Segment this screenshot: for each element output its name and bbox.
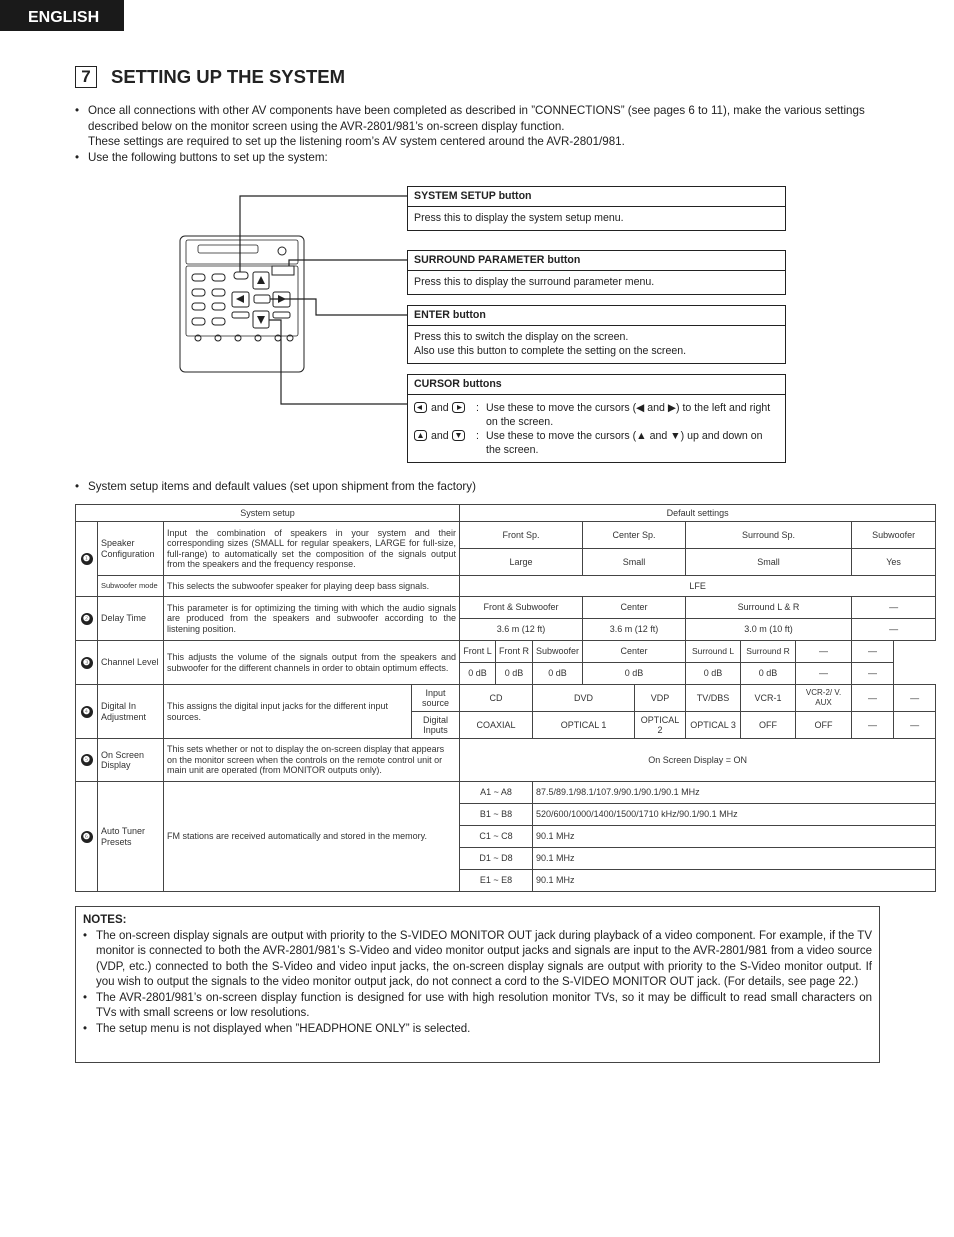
table-row: ❺ On Screen Display This sets whether or not to display the on-screen display that appears on the monitor screen when the controls on the remote control unit or main unit are operated (from MONITOR outputs only). On Screen Display = ON [76, 739, 936, 782]
table-row: Subwoofer mode This selects the subwoofer speaker for playing deep bass signals. LFE [76, 576, 936, 597]
item-number: ❷ [81, 613, 93, 625]
cursor-left-icon [414, 402, 428, 414]
table-row: ❶ Speaker Configuration Input the combination of speakers in your system and their corresponding sizes (SMALL for regular speakers, LARGE for full-size, full-range) to automatically set the composition of the signals output from the speakers and the frequency response. Front Sp. Center Sp. Surround Sp. Subwoofer [76, 522, 936, 549]
table-row: C1 ~ C8 90.1 MHz [76, 826, 936, 848]
table-row: ❸ Channel Level This adjusts the volume of the signals output from the speakers and subwoofer for the different channels in order to obtain optimum effects. Front L Front R Subwoofer Center Surround L Surround R — — [76, 641, 936, 663]
language-tab: ENGLISH [0, 0, 124, 31]
item-number: ❺ [81, 754, 93, 766]
intro-bullet: • Use the following buttons to set up the system: [75, 150, 881, 166]
item-number: ❸ [81, 657, 93, 669]
cursor-up-icon [414, 430, 428, 442]
table-row: ❻ Auto Tuner Presets FM stations are received automatically and stored in the memory. A1 ~ A8 87.5/89.1/98.1/107.9/90.1/90.1/90.1 MHz [76, 782, 936, 804]
table-row: ❹ Digital In Adjustment This assigns the digital input jacks for the different input sources. Input source CD DVD VDP TV/DBS VCR-1 VCR-2/ V. AUX — — [76, 685, 936, 712]
enter-callout: ENTER button Press this to switch the display on the screen. Also use this button to complete the setting on the screen. [407, 305, 786, 364]
item-number: ❹ [81, 706, 93, 718]
note-item: • The AVR-2801/981’s on-screen display function is designed for use with high resolution monitor TVs, so it may be difficult to read small characters on TVs with small screens or low resolutions. [83, 991, 872, 1022]
enter-button-icon [254, 295, 270, 303]
table-header-row: System setup Default settings [76, 505, 936, 522]
surround-parameter-button-icon [272, 266, 294, 275]
table-row: 3.6 m (12 ft) 3.6 m (12 ft) 3.0 m (10 ft) — [76, 619, 936, 641]
intro-bullet: • Once all connections with other AV components have been completed as described in ”CONNECTIONS” (see pages 6 to 11), make the various settings described below on the monitor screen using the AVR-2801/981’s on-screen display function. These settings are required to set up the listening room’s AV system centered around the AVR-2801/981. [75, 103, 881, 150]
system-setup-button-icon [234, 272, 248, 279]
table-row: B1 ~ B8 520/600/1000/1400/1500/1710 kHz/90.1/90.1 MHz [76, 804, 936, 826]
section-number: 7 [75, 66, 97, 88]
table-intro: • System setup items and default values (set upon shipment from the factory) [75, 480, 476, 493]
table-row: E1 ~ E8 90.1 MHz [76, 870, 936, 892]
cursor-callout: CURSOR buttons and : Use these to move the cursors (◀ and ▶) to the left and right on the screen. and : Use these to move the cursors (▲ and ▼) up and down on the screen. [407, 374, 786, 463]
page-title: SETTING UP THE SYSTEM [111, 66, 346, 87]
system-setup-table [75, 504, 936, 892]
table-row: Digital Inputs COAXIAL OPTICAL 1 OPTICAL 2 OPTICAL 3 OFF OFF — — [76, 712, 936, 739]
table-row: ❷ Delay Time This parameter is for optimizing the timing with which the audio signals are produced from the speakers and subwoofer according to the listening position. Front & Subwoofer Center Surround L & R — [76, 597, 936, 619]
notes-title: NOTES: [83, 914, 127, 926]
surround-parameter-callout: SURROUND PARAMETER button Press this to display the surround parameter menu. [407, 250, 786, 295]
cursor-right-icon [452, 402, 466, 414]
cursor-down-icon [452, 430, 466, 442]
notes-box [75, 906, 880, 1063]
cursor-lr-row: and : Use these to move the cursors (◀ and ▶) to the left and right on the screen. [414, 401, 779, 429]
item-number: ❻ [81, 831, 93, 843]
table-row: D1 ~ D8 90.1 MHz [76, 848, 936, 870]
table-row: 0 dB 0 dB 0 dB 0 dB 0 dB 0 dB — — [76, 663, 936, 685]
remote-body [180, 236, 304, 372]
system-setup-callout: SYSTEM SETUP button Press this to display the system setup menu. [407, 186, 786, 231]
cursor-ud-row: and : Use these to move the cursors (▲ and ▼) up and down on the screen. [414, 429, 779, 457]
note-item: • The on-screen display signals are output with priority to the S-VIDEO MONITOR OUT jack during playback of a video component. For example, if the TV monitor is connected to both the AVR-2801/981’s S-Video and video monitor output jacks and signals are input to the AVR-2801/981 from a video source (VDP, etc.) connected to both the S-Video and video input jacks, the on-screen display signals are output with priority to the S-Video monitor output. If you wish to output the signals to the video monitor output jack, do not connect a cord to the S-VIDEO MONITOR OUT jack. (For details, see page 22.) [83, 929, 872, 991]
note-item: • The setup menu is not displayed when ”HEADPHONE ONLY” is selected. [83, 1022, 872, 1038]
table-row: Large Small Small Yes [76, 549, 936, 576]
power-button-icon [278, 247, 286, 255]
item-number: ❶ [81, 553, 93, 565]
